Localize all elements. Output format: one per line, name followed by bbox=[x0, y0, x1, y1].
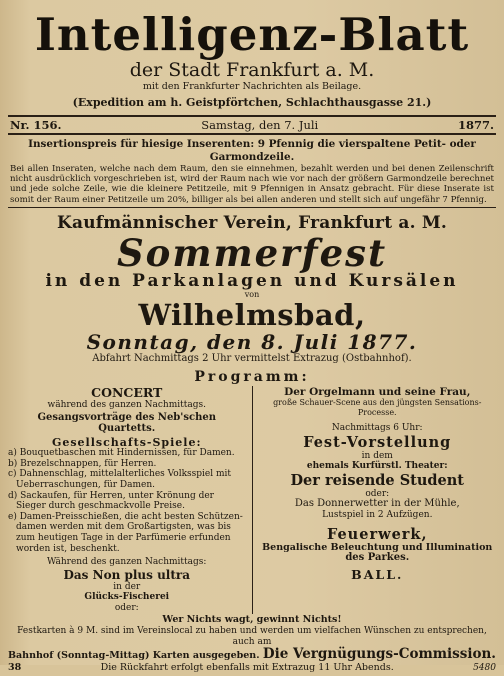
lust-line: Lustspiel in 2 Aufzügen. bbox=[322, 509, 433, 520]
page-mark: 38 bbox=[8, 661, 22, 673]
program-title: Programm: bbox=[194, 368, 310, 385]
games-title: Gesellschafts-Spiele: bbox=[51, 435, 202, 449]
masthead-subtitle: der Stadt Frankfurt a. M. bbox=[129, 59, 375, 81]
list-item: a) Bouquetbaschen mit Hindernissen, für Damen. bbox=[8, 448, 235, 459]
program-columns bbox=[8, 386, 496, 614]
masthead-with-line: mit den Frankfurter Nachrichten als Beilage. bbox=[142, 81, 362, 92]
concert-sub: während des ganzen Nachmittags. bbox=[47, 399, 206, 410]
ad-departure: Abfahrt Nachmittags 2 Uhr vermittelst Extrazug (Ostbahnhof). bbox=[92, 352, 412, 364]
ad-von: von bbox=[244, 289, 260, 299]
list-item: b) Brezelschnappen, für Herren. bbox=[8, 458, 157, 469]
bottom-line bbox=[8, 645, 496, 662]
time-line: Nachmittags 6 Uhr: bbox=[331, 423, 423, 433]
ad-location: Wilhelmsbad, bbox=[138, 297, 366, 332]
donner-line: Das Donnerwetter in der Mühle, bbox=[294, 498, 460, 510]
program-right-column bbox=[253, 386, 497, 614]
festkarten-line: Festkarten à 9 M. sind im Vereinslocal zu haben und werden um vielfachen Wünschen zu entsprechen, auch am bbox=[17, 625, 487, 647]
during-line: Während des ganzen Nachmittags: bbox=[47, 557, 207, 568]
list-item: c) Dahnenschlag, mittelalterliches Volksspiel mit Ueberraschungen, für Damen. bbox=[8, 469, 232, 490]
concert-heading: CONCERT bbox=[91, 384, 163, 400]
quartet-line: Gesangsvorträge des Neb'schen Quartetts. bbox=[37, 412, 216, 434]
bahnhof-line: Bahnhof (Sonntag-Mittag) Karten ausgegeben. bbox=[8, 649, 260, 661]
oder-line: oder: bbox=[365, 488, 390, 499]
program-left-column bbox=[8, 386, 253, 614]
organ-heading: Der Orgelmann und seine Frau, bbox=[284, 385, 471, 398]
ball-heading: BALL. bbox=[351, 566, 404, 582]
beleucht-line: Bengalische Beleuchtung und Illumination bbox=[262, 541, 493, 553]
ad-organizer: Kaufmännischer Verein, Frankfurt a. M. bbox=[57, 212, 447, 233]
glueck-line: Glücks-Fischerei bbox=[84, 592, 170, 603]
reference-number: 5480 bbox=[473, 662, 496, 673]
inder-line: in der bbox=[113, 581, 141, 592]
prices-title: Insertionspreis für hiesige Inserenten: 9 Pfennig die vierspaltene Petit- oder Garmondzeile. bbox=[28, 138, 476, 163]
final-line bbox=[8, 662, 496, 674]
commission-line: Die Vergnügungs-Commission. bbox=[262, 645, 496, 662]
rueckfahrt-line: Die Rückfahrt erfolgt ebenfalls mit Extrazug 11 Uhr Abends. bbox=[100, 661, 394, 673]
nonplus-line: Das Non plus ultra bbox=[63, 567, 191, 582]
sommerfest-advertisement bbox=[8, 208, 496, 676]
ad-event-title: Sommerfest bbox=[116, 230, 388, 275]
prices-body: Bei allen Inseraten, welche nach dem Raum, den sie einnehmen, bezahlt werden und bei denen Zeilenschrift nicht ausdrücklich vorgeschrieben ist, wird der Raum nach wie vor nach der größern Garmondzeile berechnet und jede solche Zeile, wie die kleinere Petitzeile, mit 9 Pfennigen in Ansatz gebracht. Für diese Inserate ist somit der Raum einer Petitzeile um 20%, billiger als bei allen anderen und stellt sich auf ungefähr 7 Pfennig. bbox=[10, 164, 494, 205]
issue-number: Nr. 156. bbox=[10, 118, 62, 132]
wer-line: Wer Nichts wagt, gewinnt Nichts! bbox=[162, 613, 342, 625]
parkes-line: des Parkes. bbox=[345, 552, 410, 564]
masthead-title: Intelligenz-Blatt bbox=[34, 8, 470, 61]
student-heading: Der reisende Student bbox=[290, 471, 465, 489]
fest-heading: Fest-Vorstellung bbox=[303, 433, 452, 451]
dateline bbox=[8, 115, 496, 135]
ad-date: Sonntag, den 8. Juli 1877. bbox=[86, 329, 418, 354]
insertion-prices bbox=[8, 135, 496, 208]
issue-date: Samstag, den 7. Juli bbox=[201, 118, 319, 132]
feuer-heading: Feuerwerk, bbox=[326, 525, 428, 543]
masthead-expedition: (Expedition am h. Geistpförtchen, Schlachthausgasse 21.) bbox=[72, 96, 432, 109]
list-item: d) Sackaufen, für Herren, unter Krönung der Sieger durch geschmackvolle Preise. bbox=[8, 490, 214, 512]
theater-line: ehemals Kurfürstl. Theater: bbox=[306, 461, 448, 472]
issue-year: 1877. bbox=[457, 118, 494, 132]
games-list bbox=[8, 448, 246, 554]
organ-sub: große Schauer-Scene aus den jüngsten Sensations-Processe. bbox=[273, 397, 482, 418]
oder-line: oder: bbox=[114, 602, 139, 613]
list-item: e) Damen-Preisschießen, die acht besten Schützen-damen werden mit dem Großartigsten, was bis zum heutigen Tage in der Parfümerie erfunden worden ist, beschenkt. bbox=[8, 511, 243, 554]
ad-venue-line: in den Parkanlagen und Kursälen bbox=[45, 270, 459, 291]
inthe-line: in dem bbox=[361, 450, 393, 461]
